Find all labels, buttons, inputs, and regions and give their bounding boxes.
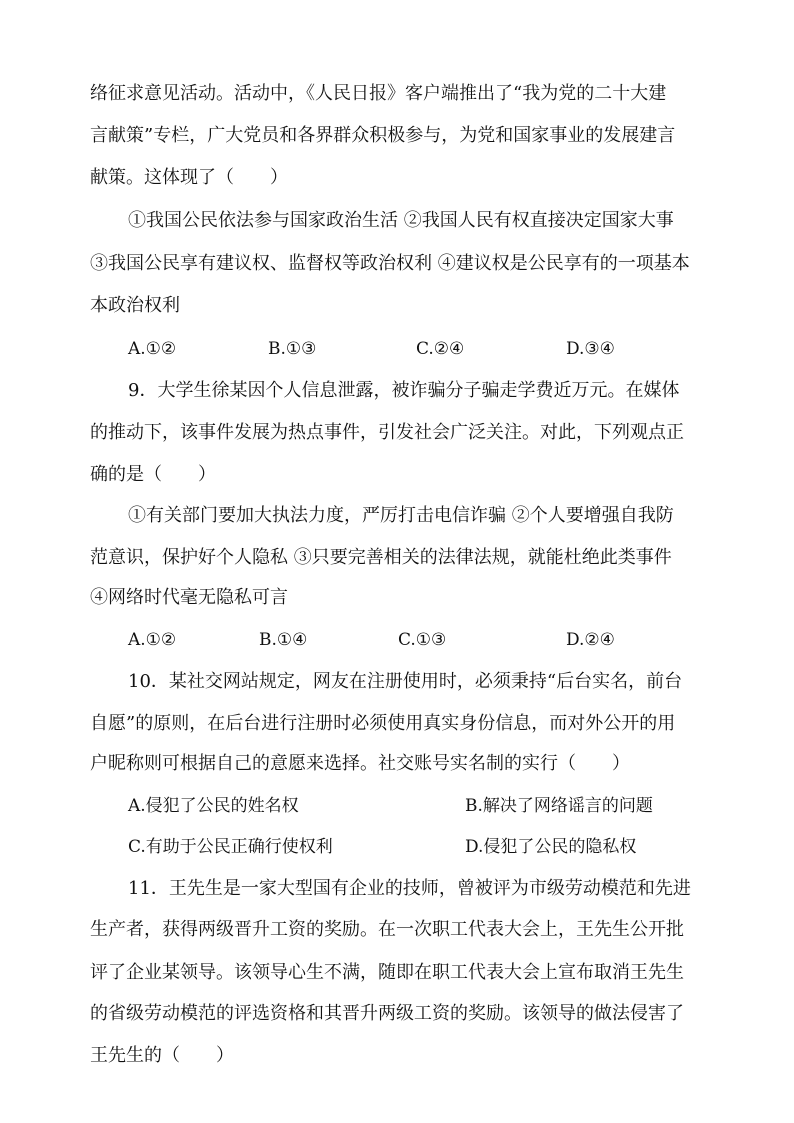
q9-option-a: A.①② [128, 630, 177, 650]
q10-stem-line: 10．某社交网站规定，网友在注册使用时，必须秉持“后台实名，前台 [128, 671, 683, 692]
q9-statement-line: ④网络时代毫无隐私可言 [90, 587, 288, 608]
q9-stem-line: 确的是（ ） [90, 464, 216, 485]
q9-option-c: C.①③ [398, 630, 447, 650]
q11-stem-line: 的省级劳动模范的评选资格和其晋升两级工资的奖励。该领导的做法侵害了 [90, 1003, 684, 1024]
q9-option-d: D.②④ [566, 630, 615, 650]
q8-option-c: C.②④ [416, 339, 465, 359]
q11-stem-line: 11．王先生是一家大型国有企业的技师，曾被评为市级劳动模范和先进 [128, 878, 691, 899]
q10-stem-line: 户昵称则可根据自己的意愿来选择。社交账号实名制的实行（ ） [90, 753, 630, 774]
q8-statement-line: 本政治权利 [90, 295, 180, 316]
q10-option-c: C.有助于公民正确行使权利 [128, 837, 333, 857]
q9-statement-line: 范意识，保护好个人隐私 ③只要完善相关的法律法规，就能杜绝此类事件 [90, 547, 672, 568]
q10-stem-line: 自愿”的原则，在后台进行注册时必须使用真实身份信息，而对外公开的用 [90, 713, 676, 734]
q10-option-d: D.侵犯了公民的隐私权 [465, 837, 637, 857]
q8-stem-line: 献策。这体现了（ ） [90, 167, 288, 188]
q8-option-b: B.①③ [268, 339, 317, 359]
q9-option-b: B.①④ [259, 630, 308, 650]
q9-stem-line: 9．大学生徐某因个人信息泄露，被诈骗分子骗走学费近万元。在媒体 [128, 380, 680, 401]
q11-stem-line: 生产者，获得两级晋升工资的奖励。在一次职工代表大会上，王先生公开批 [90, 919, 684, 940]
q11-stem-line: 王先生的（ ） [90, 1045, 234, 1066]
q9-statement-line: ①有关部门要加大执法力度，严厉打击电信诈骗 ②个人要增强自我防 [128, 505, 674, 526]
q11-stem-line: 评了企业某领导。该领导心生不满，随即在职工代表大会上宣布取消王先生 [90, 962, 684, 983]
q8-statement-line: ①我国公民依法参与国家政治生活 ②我国人民有权直接决定国家大事 [128, 210, 674, 231]
q8-statement-line: ③我国公民享有建议权、监督权等政治权利 ④建议权是公民享有的一项基本 [90, 253, 690, 274]
q8-option-a: A.①② [128, 339, 177, 359]
q10-option-a: A.侵犯了公民的姓名权 [128, 796, 299, 816]
q8-stem-line: 言献策”专栏，广大党员和各界群众积极参与，为党和国家事业的发展建言 [90, 125, 676, 146]
q8-stem-line: 络征求意见活动。活动中，《人民日报》客户端推出了“我为党的二十大建 [90, 83, 667, 104]
q9-stem-line: 的推动下，该事件发展为热点事件，引发社会广泛关注。对此，下列观点正 [90, 422, 684, 443]
q8-option-d: D.③④ [566, 339, 615, 359]
q10-option-b: B.解决了网络谣言的问题 [465, 796, 653, 816]
